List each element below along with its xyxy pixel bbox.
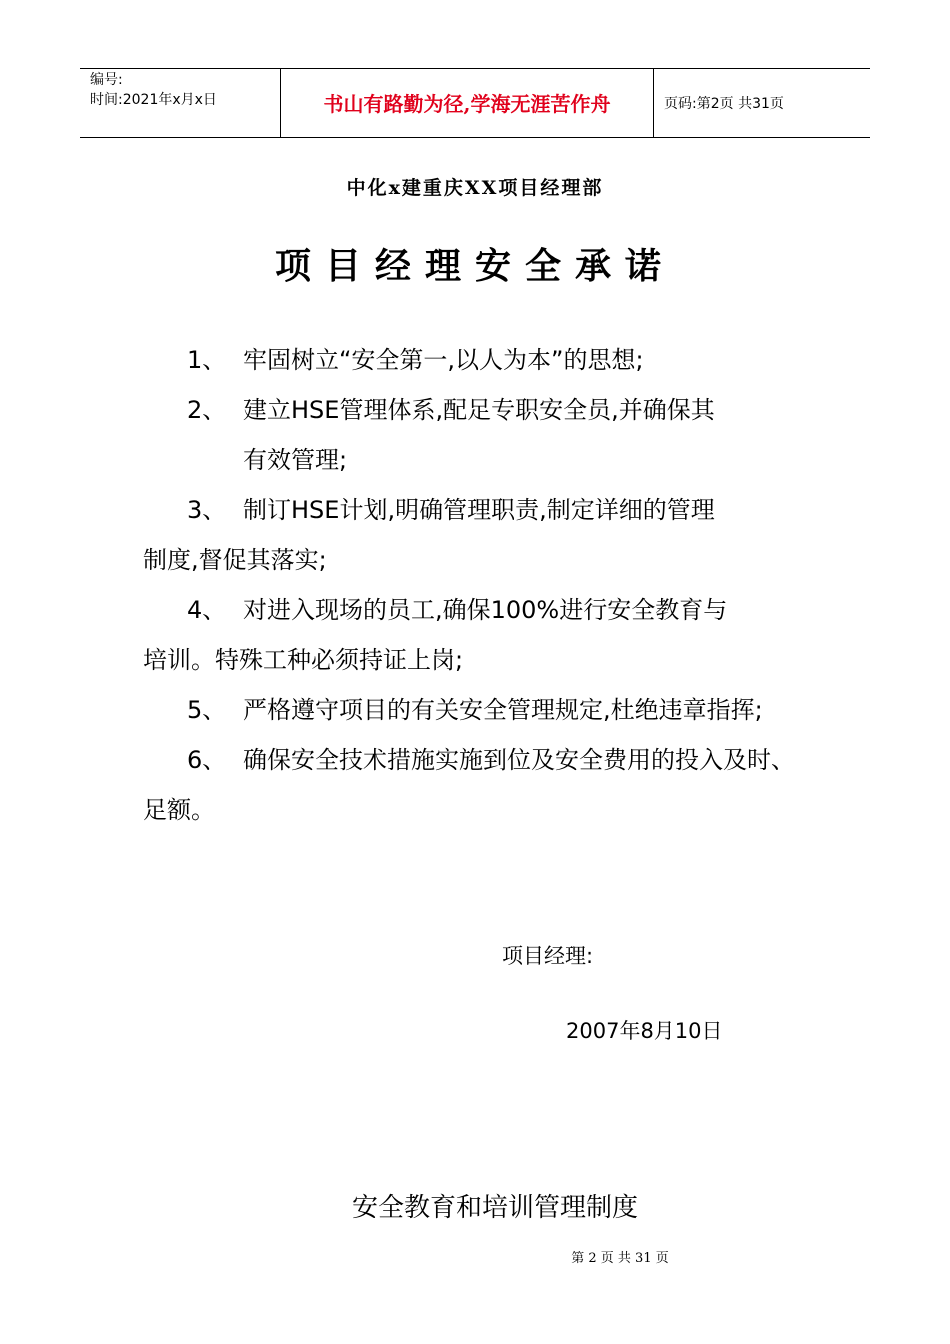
item-number: 1、: [187, 346, 227, 374]
signature-date: 2007年8月10日: [566, 1019, 723, 1043]
item-text: 建立HSE管理体系,配足专职安全员,并确保其: [243, 396, 715, 424]
page-info: 页码:第2页 共31页: [664, 96, 784, 112]
header-page-cell: [654, 69, 870, 137]
next-section-title: 安全教育和培训管理制度: [351, 1193, 638, 1223]
header-motto-cell: [281, 69, 654, 137]
page-footer: 第 2 页 共 31 页: [571, 1251, 669, 1266]
item-number: 4、: [187, 596, 227, 624]
item-text: 严格遵守项目的有关安全管理规定,杜绝违章指挥;: [243, 696, 763, 724]
item-number: 3、: [187, 496, 227, 524]
item-text: 对进入现场的员工,确保100%进行安全教育与: [243, 596, 728, 624]
item-text-continued: 有效管理;: [243, 446, 348, 474]
item-number: 6、: [187, 746, 227, 774]
motto: 书山有路勤为径,学海无涯苦作舟: [323, 92, 611, 116]
item-text: 牢固树立“安全第一,以人为本”的思想;: [243, 346, 644, 374]
item-text-continued: 足额。: [143, 796, 215, 824]
signature-label: 项目经理:: [502, 944, 594, 968]
number-label: 编号:: [90, 72, 123, 88]
item-text: 制订HSE计划,明确管理职责,制定详细的管理: [243, 496, 715, 524]
item-number: 5、: [187, 696, 227, 724]
document-header: [80, 68, 870, 138]
item-number: 2、: [187, 396, 227, 424]
item-text-continued: 制度,督促其落实;: [143, 546, 327, 574]
item-text-continued: 培训。特殊工种必须持证上岗;: [143, 646, 464, 674]
item-text: 确保安全技术措施实施到位及安全费用的投入及时、: [243, 746, 795, 774]
organization-line: 中化x建重庆XX项目经理部: [346, 177, 604, 199]
document-title: 项目经理安全承诺: [274, 246, 675, 287]
header-meta-cell: [80, 69, 281, 137]
time-label: 时间:2021年x月x日: [90, 92, 217, 108]
